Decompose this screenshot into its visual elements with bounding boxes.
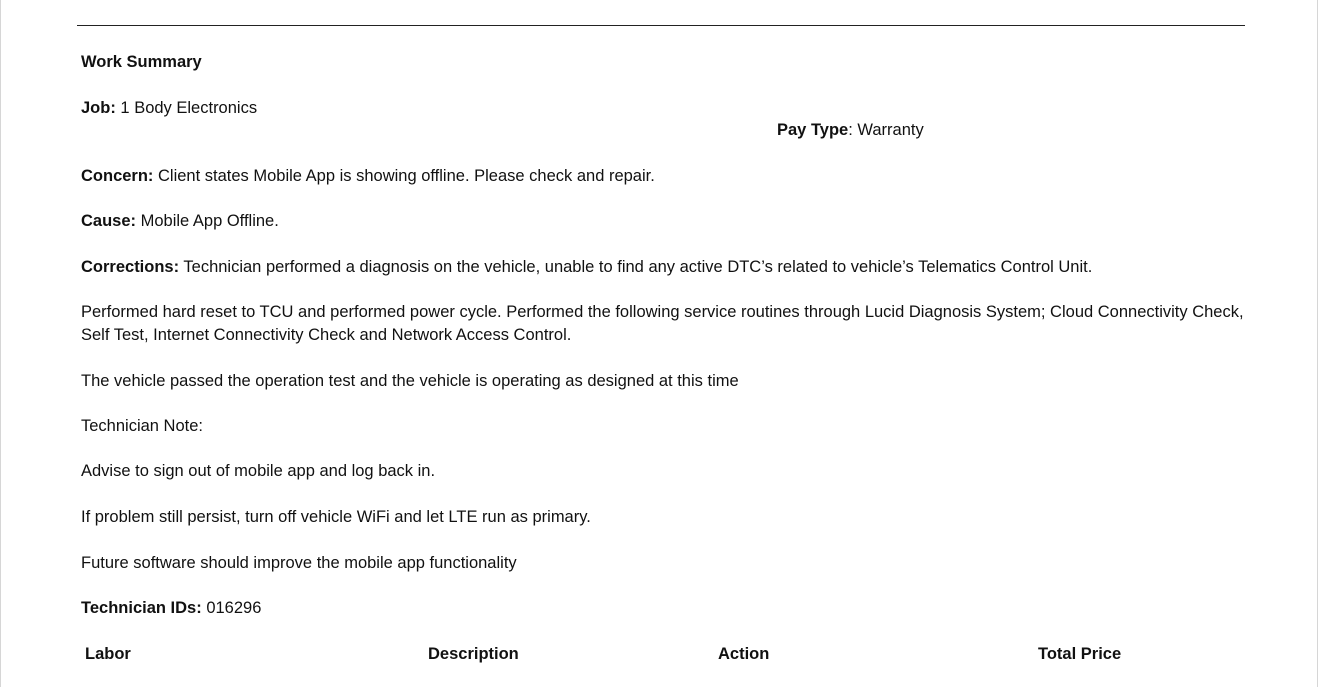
cause-value: Mobile App Offline. [136,212,279,230]
paragraph-advise: Advise to sign out of mobile app and log back in. [81,462,436,480]
total-price-column-header: Total Price [1038,645,1122,663]
concern-line [81,166,655,186]
job-label: Job: [81,99,116,117]
concern-value: Client states Mobile App is showing offline. Please check and repair. [153,167,655,185]
paragraph-operation-test: The vehicle passed the operation test and the vehicle is operating as designed at this time [81,372,739,390]
description-column-header: Description [428,645,519,663]
technician-ids-label: Technician IDs: [81,599,202,617]
technician-ids-value: 016296 [201,599,262,617]
job-line [81,98,257,118]
paragraph-technician-note: Technician Note: [81,417,203,435]
cause-line [81,211,279,231]
concern-label: Concern: [81,167,154,185]
job-value: 1 Body Electronics [115,99,258,117]
corrections-value: Technician performed a diagnosis on the vehicle, unable to find any active DTC’s related to vehicle’s Telematics Control Unit. [179,258,1093,276]
paragraph-persist: If problem still persist, turn off vehicle WiFi and let LTE run as primary. [81,508,591,526]
work-summary-title: Work Summary [81,53,202,71]
header-divider [77,25,1245,26]
cause-label: Cause: [81,212,137,230]
corrections-label: Corrections: [81,258,180,276]
pay-type-value: : Warranty [848,121,924,139]
labor-column-header: Labor [85,645,131,663]
paragraph-service-routines: Performed hard reset to TCU and performed power cycle. Performed the following service routines through Lucid Diagnosis System; Cloud Connectivity Check, Self Test, Internet Connectivity Check and Network Access Control. [81,303,1244,344]
section-title [81,52,202,72]
pay-type-label: Pay Type [777,121,849,139]
pay-type-line [777,120,924,140]
technician-ids-line [81,598,261,618]
paragraph-future-software: Future software should improve the mobile app functionality [81,554,517,572]
corrections-line [81,257,1092,277]
action-column-header: Action [718,645,770,663]
